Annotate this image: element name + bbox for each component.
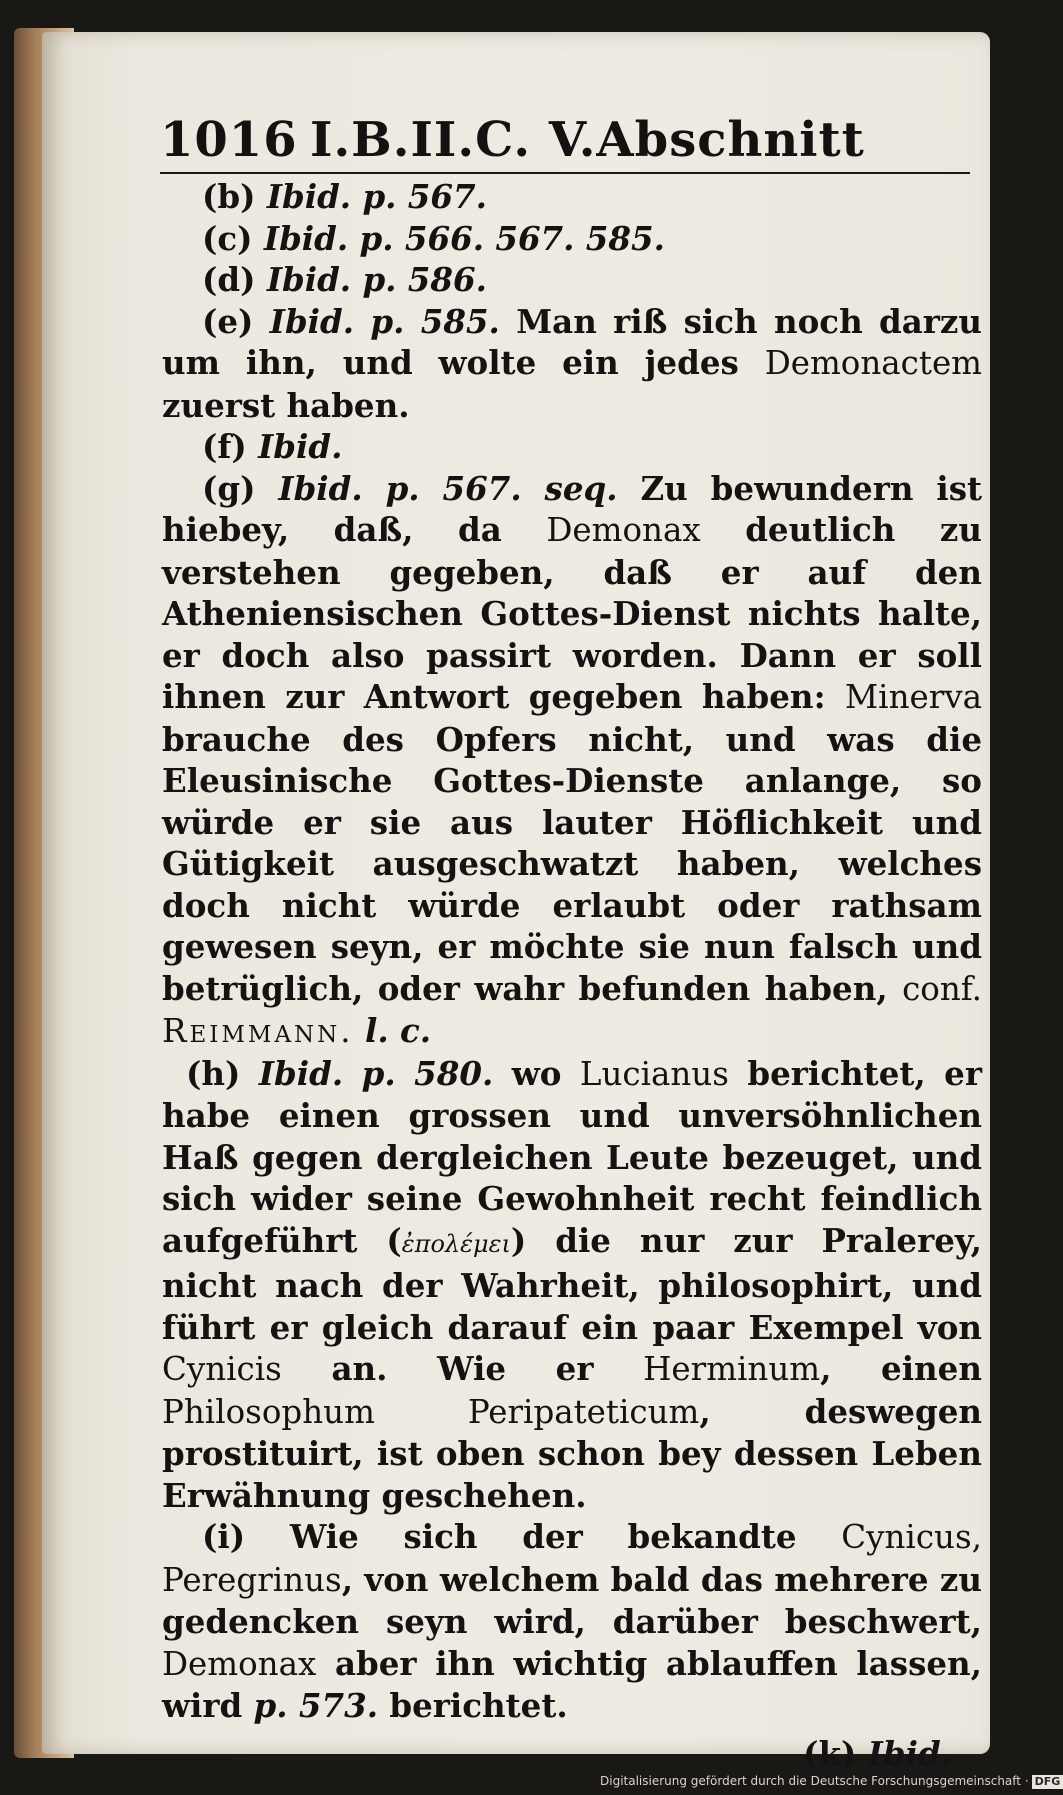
footnote-marker: (e) [202,301,254,341]
footnote-marker: (b) [202,177,256,216]
author-name: Reimmann. [162,1012,354,1050]
header-rule [160,172,970,174]
footnote-reference: p. 573. [253,1686,379,1725]
footnote-text: , einen [820,1349,982,1388]
footnote-marker: (d) [202,260,256,299]
footnote-reference: Ibid. p. 566. 567. 585. [263,218,665,258]
latin-term: Cynicus, Peregrinus [162,1518,982,1599]
footnote-reference: Ibid. p. 567. seq. [278,468,618,508]
footnote-text: an. Wie er [331,1349,594,1388]
greek-term: ἐπολέμει [401,1229,511,1258]
footnote-e [162,301,982,427]
footnote-marker: (h) [186,1053,241,1093]
catchword-marker: (k) [803,1733,857,1773]
running-title: I.B.II.C. V.Abschnitt [310,112,865,168]
latin-term: Demonactem [764,344,982,382]
footnote-text: wo [511,1053,562,1093]
footnote-reference: Ibid. p. 586. [266,260,487,299]
footnote-marker: (c) [202,218,253,258]
page-number: 1016 [160,112,298,168]
catchword-reference: Ibid. [867,1733,952,1773]
latin-term: Philosophum Peripateticum [162,1392,700,1431]
footnote-marker: (g) [202,468,256,508]
footnote-d [162,259,982,301]
catchword [162,1733,982,1775]
footnote-reference: Ibid. p. 567. [266,177,487,216]
footnote-block [162,176,982,1774]
footnote-b [162,176,982,218]
credit-text: Digitalisierung gefördert durch die Deutsche Forschungsgemeinschaft · [600,1774,1029,1788]
footnote-text: zuerst haben. [162,385,410,425]
footnote-marker: (f) [202,427,247,466]
footnote-text: berichtet. [389,1686,568,1725]
footnote-text: deutlich zu verstehen gegeben, daß er auf den Atheniensischen Gottes-Dienst nichts halte, er doch also passirt worden. Dann er soll ihnen zur Antwort gegeben haben: [162,510,982,716]
latin-term: Lucianus [579,1054,729,1093]
footnote-reference: Ibid. p. 585. [269,301,500,341]
footnote-text: ) die nur zur Pralerey, nicht nach der Wahrheit, philosophirt, und führt er gleich darauf ein paar Exempel von [162,1220,982,1347]
dfg-logo: DFG [1032,1775,1063,1789]
running-header [160,112,980,172]
latin-term: Herminum [643,1350,821,1388]
footnote-reference: Ibid. p. 580. [258,1053,494,1093]
digitization-credit [600,1770,1061,1792]
footnote-text: aber ihn wichtig ablauffen lassen, wird [162,1643,982,1725]
footnote-g [162,468,982,1053]
loc-cit: l. c. [364,1011,432,1050]
footnote-text: brauche des Opfers nicht, und was die Eleusinische Gottes-Dienste anlange, so würde er sie aus lauter Höflichkeit und Gütigkeit ausgeschwatzt haben, welches doch nicht würde erlaubt oder rathsam gewesen seyn, er möchte sie nun falsch und betrüglich, oder wahr befunden haben, [162,719,982,1008]
footnote-f [162,426,982,468]
latin-term: Demonax [162,1644,317,1683]
footnote-i [162,1516,982,1727]
footnote-h [162,1053,982,1517]
latin-term: Cynicis [162,1350,282,1388]
footnote-text: , von welchem bald das mehrere zu gedencken seyn wird, darüber beschwert, [162,1559,982,1641]
footnote-c [162,218,982,260]
footnote-text: Wie sich der bekandte [289,1517,797,1556]
footnote-text: Zu bewundern ist hiebey, daß, da [162,468,982,549]
footnote-text: , deswegen prostituirt, ist oben schon bey dessen Leben Erwähnung geschehen. [162,1391,982,1515]
conf-abbrev: conf. [902,969,982,1008]
latin-term: Minerva [844,678,982,716]
footnote-text: Man riß sich noch darzu um ihn, und wolte ein jedes [162,301,982,382]
footnote-text: berichtet, er habe einen grossen und unversöhnlichen Haß gegen dergleichen Leute bezeuget, und sich wider seine Gewohnheit recht feindlich aufgeführt ( [162,1053,982,1260]
latin-term: Demonax [546,511,701,549]
footnote-marker: (i) [202,1517,246,1556]
footnote-reference: Ibid. [258,427,343,466]
